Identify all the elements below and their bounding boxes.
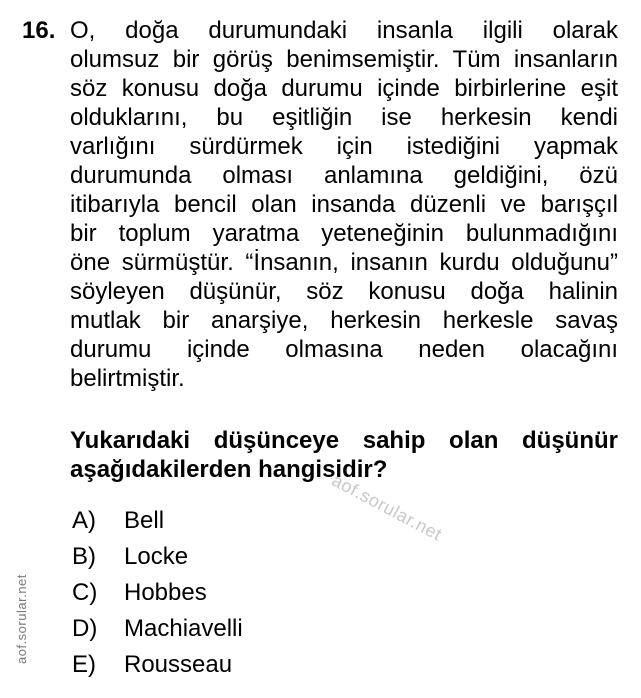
stem-line: Yukarıdaki düşünceye sahip olan düşünür: [70, 427, 618, 454]
passage-line: olumsuz bir görüş benimsemiştir. Tüm insanların: [70, 46, 618, 73]
passage-line: mutlak bir anarşiye, herkesin herkesle savaş: [70, 307, 618, 334]
watermark-diagonal: aof.sorular.net: [328, 470, 446, 545]
option-text: Rousseau: [124, 651, 233, 678]
option-text: Locke: [124, 543, 189, 570]
passage-line: belirtmiştir.: [70, 365, 185, 392]
passage-line: durumu içinde olmasına neden olacağını: [70, 336, 618, 363]
option-text: Bell: [124, 507, 165, 534]
option-e[interactable]: [72, 647, 243, 683]
option-text: Machiavelli: [124, 615, 243, 642]
option-letter: B): [72, 543, 96, 570]
passage-line: bir toplum yaratma yeteneğinin bulunmadığını: [70, 220, 618, 247]
option-a[interactable]: [72, 503, 243, 539]
watermark-side: aof.sorular.net: [14, 574, 29, 664]
option-b[interactable]: [72, 539, 243, 575]
option-c[interactable]: [72, 575, 243, 611]
option-letter: C): [72, 579, 98, 606]
passage-line: olduklarını, bu eşitliğin ise herkesin kendi: [70, 104, 618, 131]
option-text: Hobbes: [124, 579, 207, 606]
question-passage: [70, 16, 618, 393]
question-number: 16.: [22, 17, 56, 44]
answer-options: [72, 503, 243, 683]
option-letter: D): [72, 615, 98, 642]
passage-line: varlığını sürdürmek için istediğini yapmak: [70, 133, 618, 160]
option-d[interactable]: [72, 611, 243, 647]
passage-line: durumunda olması anlamına geldiğini, özü: [70, 162, 618, 189]
passage-line: O, doğa durumundaki insanla ilgili olarak: [70, 17, 618, 44]
passage-line: söz konusu doğa durumu içinde birbirlerine eşit: [70, 75, 618, 102]
passage-line: öne sürmüştür. “İnsanın, insanın kurdu olduğunu”: [70, 249, 618, 276]
passage-line: söyleyen düşünür, söz konusu doğa halinin: [70, 278, 618, 305]
stem-line: aşağıdakilerden hangisidir?: [70, 456, 388, 483]
option-letter: E): [72, 651, 96, 678]
passage-line: itibarıyla bencil olan insanda düzenli ve barışçıl: [70, 191, 618, 218]
option-letter: A): [72, 507, 96, 534]
